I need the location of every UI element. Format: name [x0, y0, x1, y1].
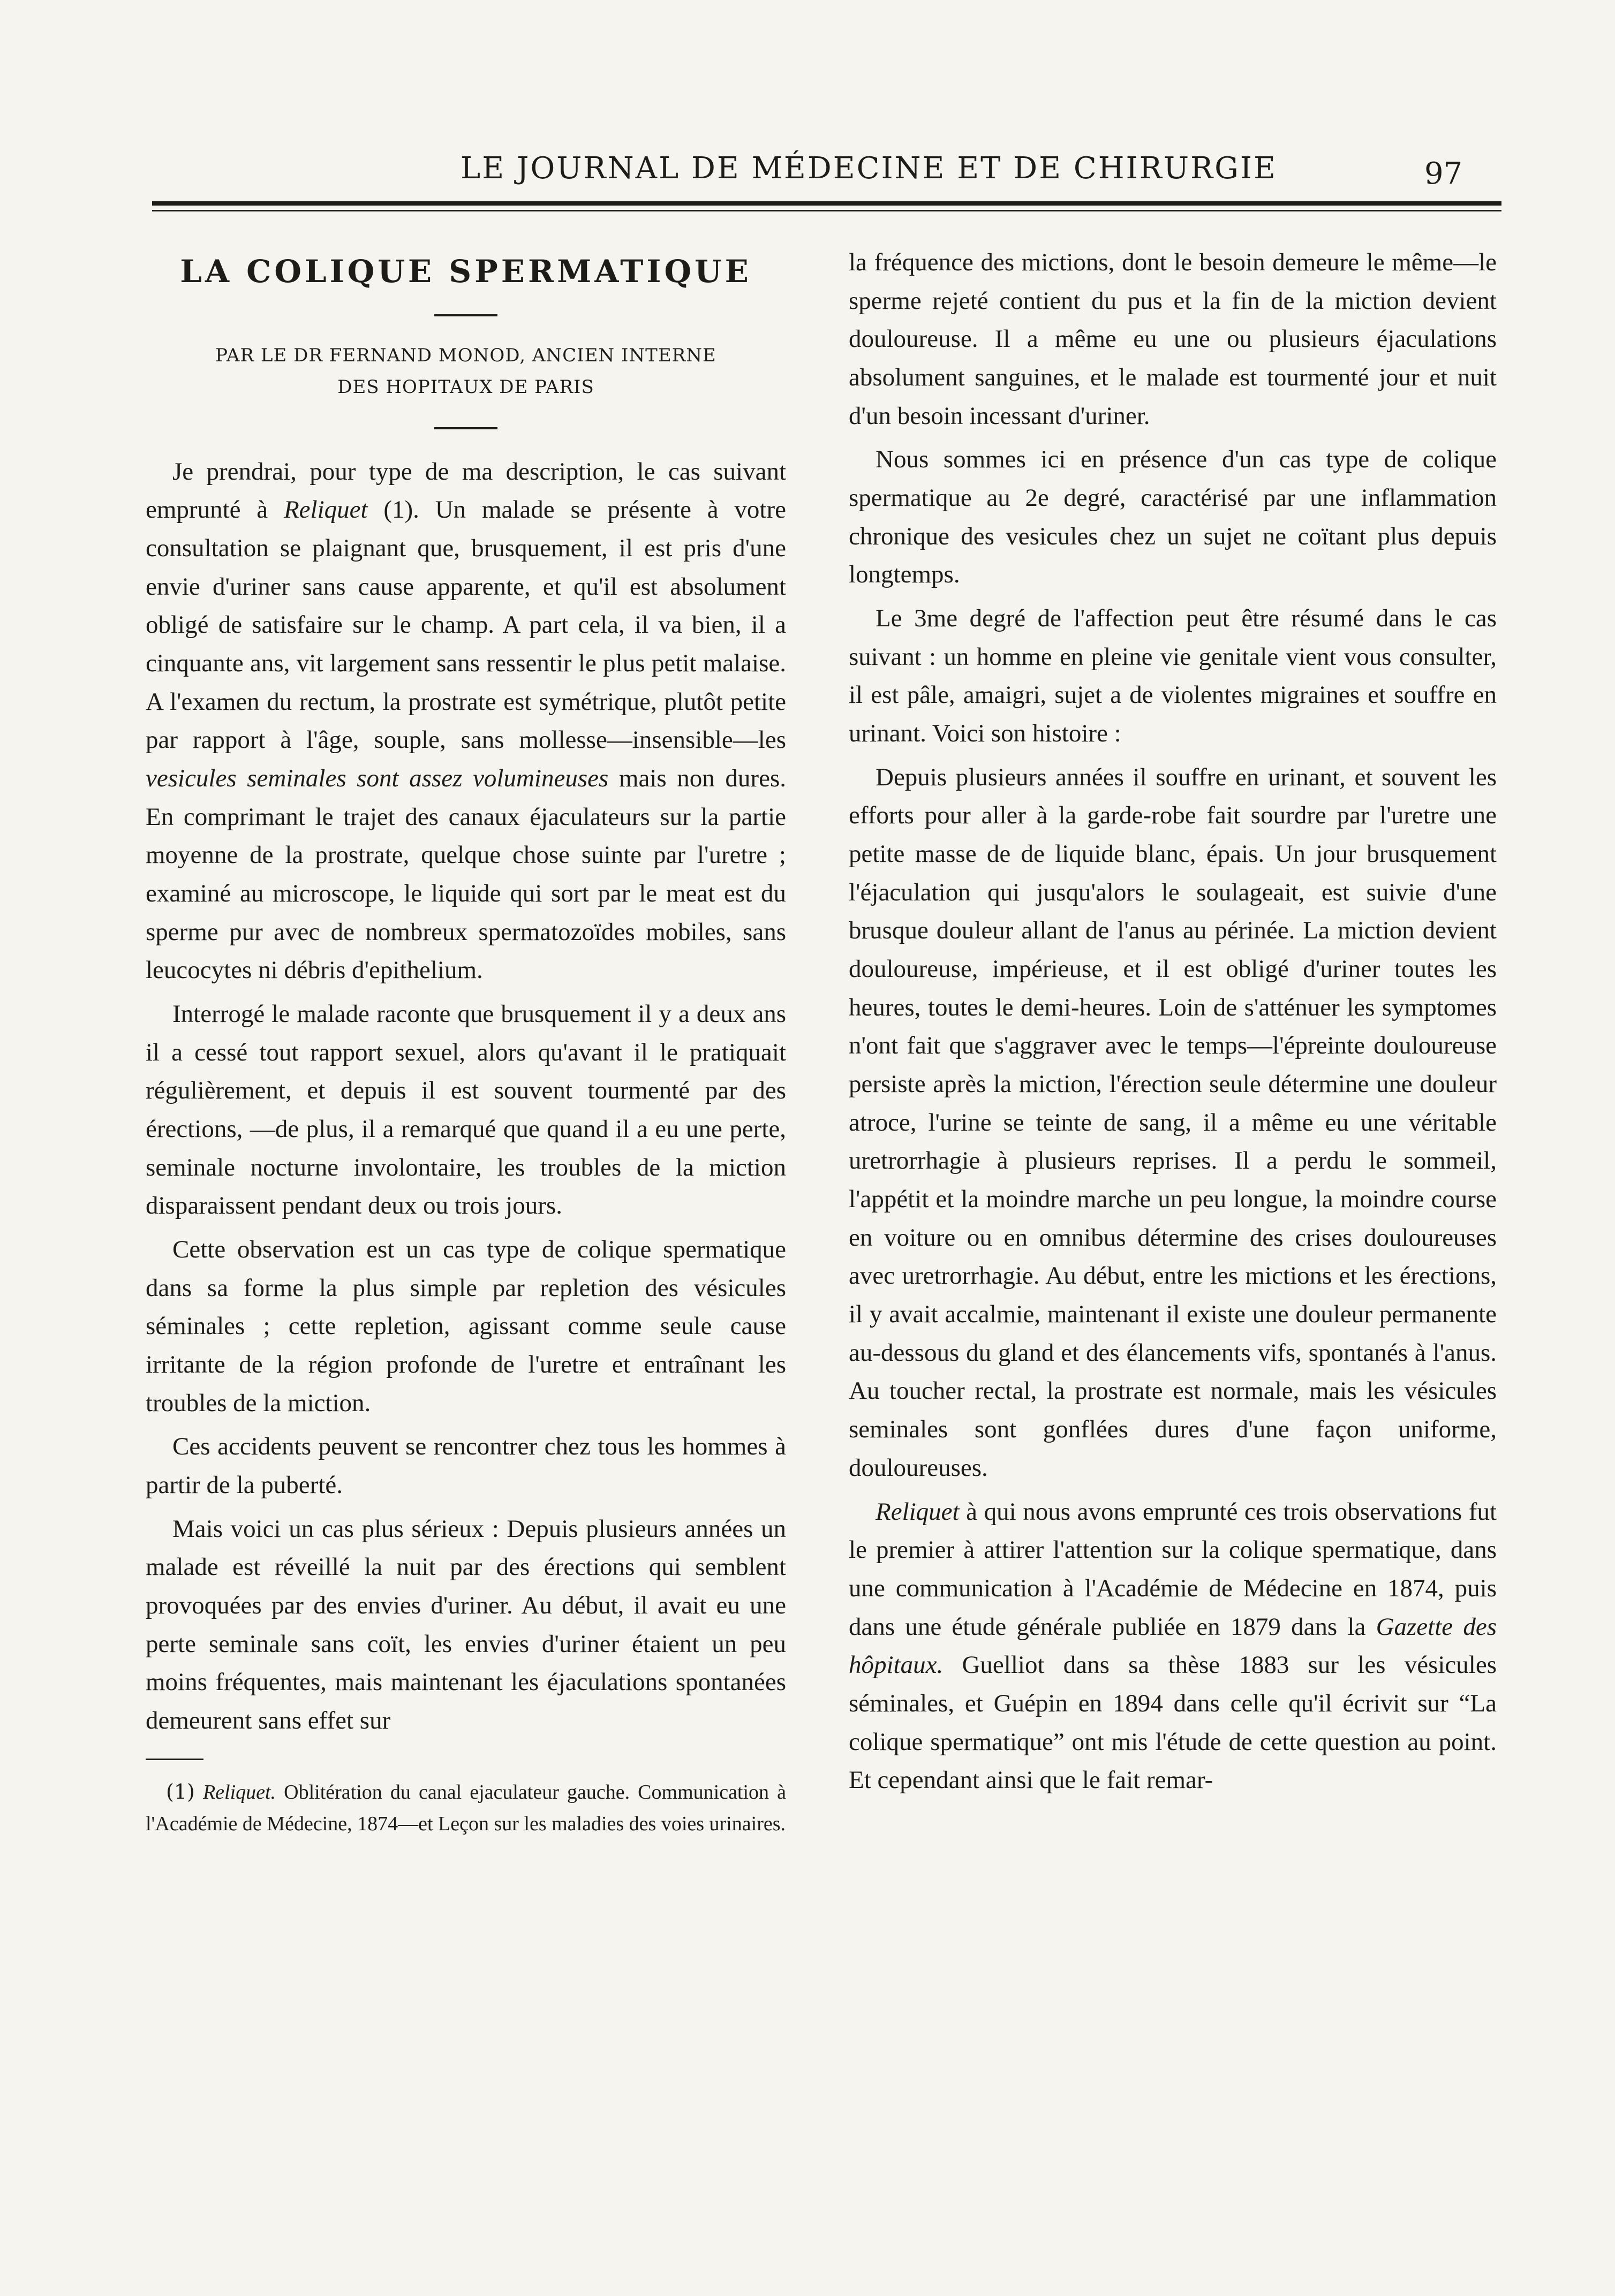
left-column — [146, 244, 786, 1840]
footnote-number: (1) — [166, 1779, 195, 1804]
citation-reliquet: Reliquet — [283, 496, 368, 524]
byline-divider — [434, 427, 497, 429]
header-rule-thick — [152, 201, 1501, 206]
paragraph: la fréquence des mictions, dont le besoin demeure le même—le sperme rejeté contient du pus et la fin de la miction devient douloureuse. Il a même eu une ou plusieurs éjaculations absolument sanguines, et le malade est tourmenté jour et nuit d'un besoin incessant d'uriner. — [849, 248, 1497, 430]
paragraph: Nous sommes ici en présence d'un cas type de colique spermatique au 2e degré, caractérisé par une inflammation chronique des vesicules chez un sujet ne coïtant plus depuis longtemps. — [849, 445, 1497, 589]
running-head: LE JOURNAL DE MÉDECINE ET DE CHIRURGIE — [461, 151, 1277, 186]
paragraph — [849, 1493, 1497, 1800]
header-rule-thin — [152, 210, 1501, 211]
text-run: (1). Un malade se présente à votre consultation se plaignant que, brusquement, il est pris d'une envie d'uriner sans cause apparente, et qu'il est absolument obligé de satisfaire sur le champ. A part cela, il va bien, il a cinquante ans, vit largement sans ressentir le plus petit malaise. A l'examen du rectum, la prostrate est symétrique, plutôt petite par rapport à l'âge, souple, sans mollesse—insensible—les — [146, 496, 786, 754]
paragraph — [146, 453, 786, 990]
journal-title: Gazette des hôpitaux. — [849, 1612, 1497, 1679]
footnote-divider — [146, 1759, 203, 1760]
paragraph: Ces accidents peuvent se rencontrer chez tous les hommes à partir de la puberté. — [146, 1433, 786, 1499]
footnote-text: Oblitération du canal ejaculateur gauche. Communication à l'Académie de Médecine, 1874—et Leçon sur les maladies des voies urinaires. — [146, 1780, 787, 1835]
byline-line-1: PAR LE DR FERNAND MONOD, ANCIEN INTERNE — [215, 344, 716, 366]
paragraph: Mais voici un cas plus sérieux : Depuis plusieurs années un malade est réveillé la nuit par des érections qui semblent provoquées par des envies d'uriner. Au début, il avait eu une perte seminale sans coït, les envies d'uriner étaient un peu moins fréquentes, mais maintenant les éjaculations spontanées demeurent sans effet sur — [146, 1514, 786, 1735]
byline-line-2: DES HOPITAUX DE PARIS — [337, 376, 594, 398]
footnote — [146, 1776, 786, 1840]
text-run: Guelliot dans sa thèse 1883 sur les vésicules séminales, et Guépin en 1894 dans celle qu'il écrivit sur “La colique spermatique” ont mis l'étude de cette question au point. Et cependant ainsi que le fait remar- — [849, 1651, 1497, 1794]
emphasis-text: vesicules seminales sont assez volumineuses — [146, 764, 609, 792]
text-run: à qui nous avons emprunté ces trois observations fut le premier à attirer l'attention sur la colique spermatique, dans une communication à l'Académie de Médecine en 1874, puis dans une étude générale publiée en 1879 dans la — [849, 1497, 1497, 1641]
right-column — [849, 244, 1497, 1800]
title-divider — [434, 314, 497, 316]
footnote-citation: Reliquet. — [202, 1780, 276, 1804]
paragraph: Le 3me degré de l'affection peut être résumé dans le cas suivant : un homme en pleine vie genitale vient vous consulter, il est pâle, amaigri, sujet a de violentes migraines et souffre en urinant. Voici son histoire : — [849, 604, 1497, 748]
paragraph: Depuis plusieurs années il souffre en urinant, et souvent les efforts pour aller à la garde-robe fait sourdre par l'uretre une petite masse de de liquide blanc, épais. Un jour brusquement l'éjaculation qui jusqu'alors le soulageait, est suivie d'une brusque douleur allant de l'anus au périnée. La miction devient douloureuse, impérieuse, et il est obligé d'uriner toutes les heures, toutes le demi-heures. Loin de s'atténuer les symptomes n'ont fait que s'aggraver avec le temps—l'épreinte douloureuse persiste après la miction, l'érection seule détermine une douleur atroce, l'urine se teinte de sang, il a même eu une véritable uretrorrhagie à plusieurs reprises. Il a perdu le sommeil, l'appétit et la moindre marche un peu longue, la moindre course en voiture ou en omnibus détermine des crises douloureuses avec uretrorrhagie. Au début, entre les mictions et les érections, il y avait accalmie, maintenant il existe une douleur permanente au-dessous du gland et des élancements vifs, spontanés à l'anus. Au toucher rectal, la prostrate est normale, mais les vésicules seminales sont gonflées dures d'une façon uniforme, douloureuses. — [849, 763, 1497, 1482]
text-run: mais non dures. En comprimant le trajet des canaux éjaculateurs sur la partie moyenne de la prostrate, quelque chose suinte par l'uretre ; examiné au microscope, le liquide qui sort par le meat est du sperme pur avec de nombreux spermatozoïdes mobiles, sans leucocytes ni débris d'epithelium. — [146, 764, 786, 984]
text-run: Je prendrai, pour type de ma description, le cas suivant emprunté à — [146, 457, 786, 524]
paragraph: Cette observation est un cas type de colique spermatique dans sa forme la plus simple par repletion des vésicules séminales ; cette repletion, agissant comme seule cause irritante de la région profonde de l'uretre et entraînant les troubles de la miction. — [146, 1236, 786, 1417]
byline — [146, 340, 786, 404]
citation-reliquet: Reliquet — [876, 1497, 960, 1526]
paragraph: Interrogé le malade raconte que brusquement il y a deux ans il a cessé tout rapport sexuel, alors qu'avant il le pratiquait régulièrement, et depuis il est souvent tourmenté par des érections, —de plus, il a remarqué que quand il a eu une perte, seminale nocturne involontaire, les troubles de la miction disparaissent pendant deux ou trois jours. — [146, 1000, 786, 1220]
article-title: LA COLIQUE SPERMATIQUE — [180, 253, 752, 290]
page-number: 97 — [1424, 156, 1463, 191]
